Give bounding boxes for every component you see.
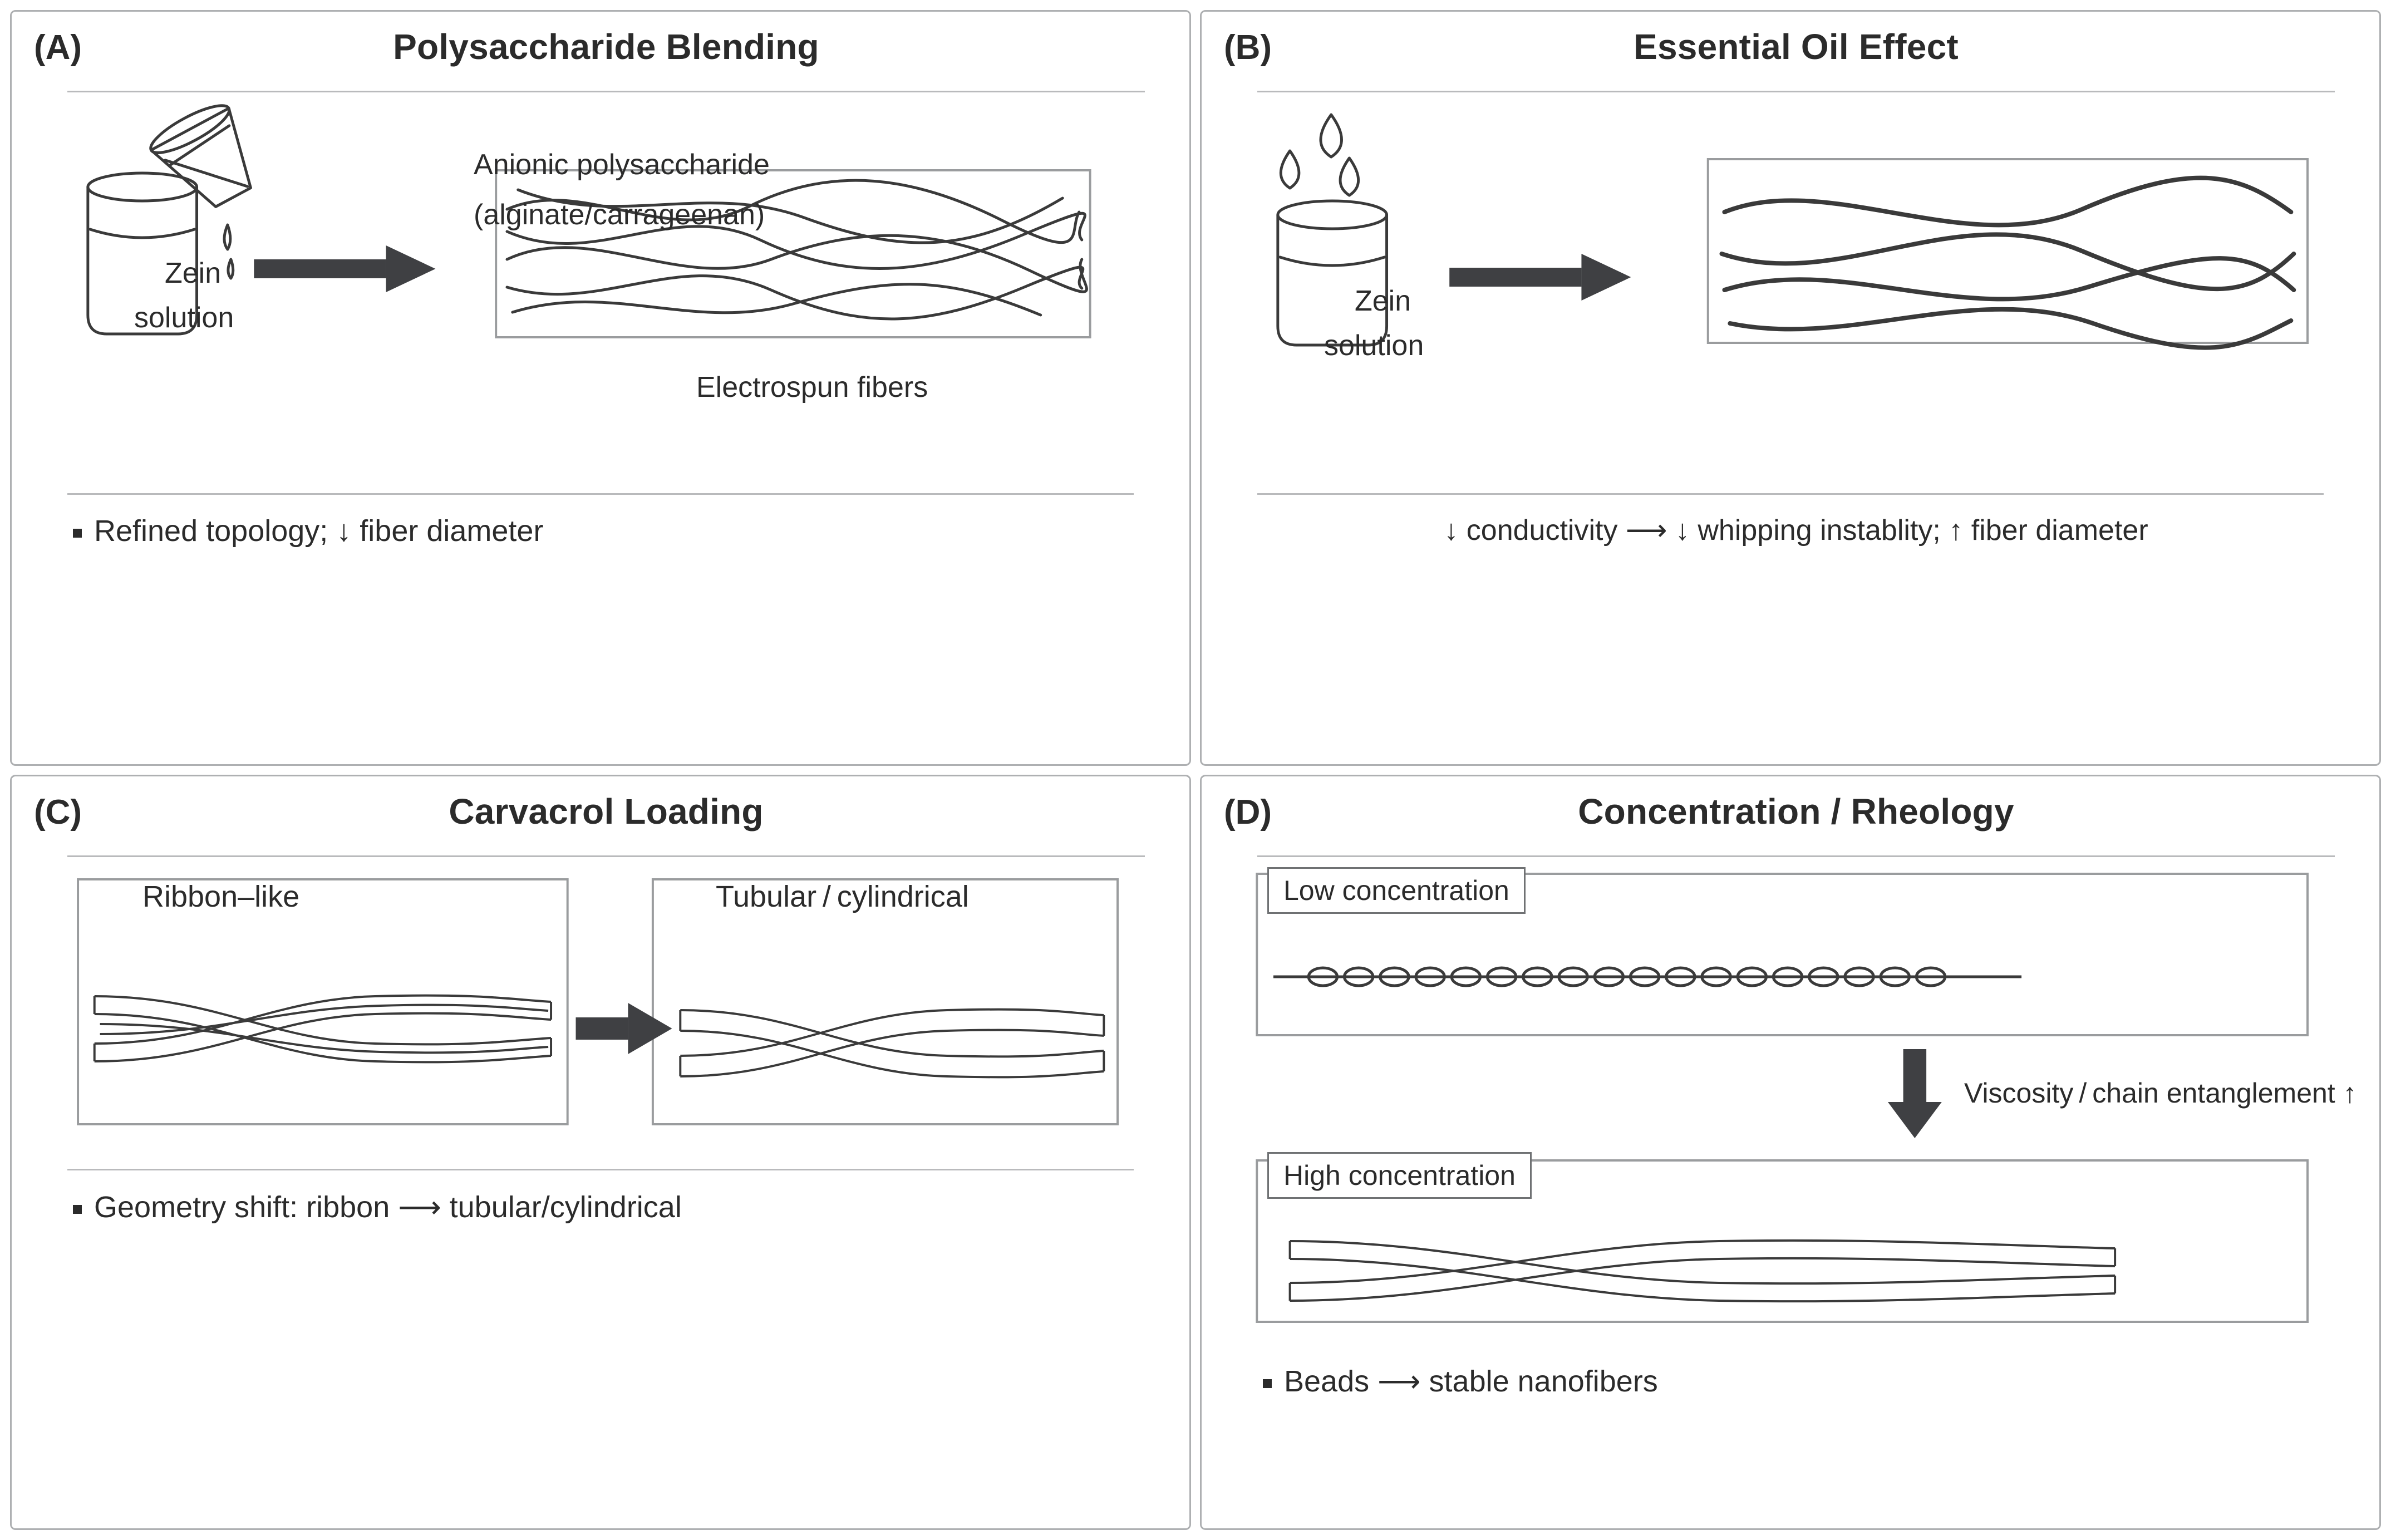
oil-droplet-icon [1321, 115, 1342, 157]
panel-b-letter: (B) [1224, 28, 1272, 67]
panel-a-beaker-label-line2: solution [134, 302, 234, 334]
panel-b-beaker-label-line1: Zein [1355, 285, 1411, 317]
panel-a-beaker-label-line1: Zein [165, 257, 222, 289]
bullet-marker-icon [73, 529, 82, 538]
panel-a-body [34, 92, 1167, 493]
panel-a-bullet [34, 495, 1167, 548]
panel-c [10, 775, 1191, 1531]
panel-b-bullet-text: ↓ conductivity ⟶ ↓ whipping instablity; ↑ fiber diameter [1444, 514, 2148, 547]
panel-b-title: Essential Oil Effect [1634, 27, 1959, 67]
panel-c-bullet [34, 1170, 1167, 1224]
panel-a-fibers-caption: Electrospun fibers [696, 371, 928, 404]
bullet-marker-icon [73, 1205, 82, 1214]
panel-d-body [1224, 857, 2357, 1358]
panel-b-beaker-label-line2: solution [1324, 329, 1424, 362]
panel-d-title: Concentration / Rheology [1578, 791, 2014, 831]
panel-a-pour-label-line2: (alginate/carrageenan) [474, 199, 765, 231]
panel-c-left-box-label: Ribbon–like [142, 879, 300, 913]
panel-d-bullet [1224, 1358, 2357, 1399]
panel-a-pour-label-line1: Anionic polysaccharide [474, 149, 770, 181]
panel-d-header [1224, 791, 2357, 852]
panel-d-letter: (D) [1224, 793, 1272, 831]
panel-d-bullet-text: Beads ⟶ stable nanofibers [1284, 1364, 1658, 1398]
panel-a-bullet-text: Refined topology; ↓ fiber diameter [94, 514, 544, 548]
panel-c-right-box-label: Tubular / cylindrical [716, 879, 969, 913]
panel-b-bullet [1224, 495, 2357, 547]
panel-c-title: Carvacrol Loading [449, 791, 764, 831]
panel-d-arrow-note: Viscosity / chain entanglement ↑ [1964, 1077, 2357, 1109]
panel-c-letter: (C) [34, 793, 82, 831]
panel-c-bullet-text: Geometry shift: ribbon ⟶ tubular/cylindrical [94, 1190, 682, 1224]
panel-c-header [34, 791, 1167, 852]
panel-c-body [34, 857, 1167, 1169]
bullet-marker-icon [1263, 1379, 1272, 1388]
panel-b [1200, 10, 2381, 766]
panel-b-arrow [1449, 254, 1631, 301]
panel-a-header [34, 26, 1167, 87]
panel-a-arrow [254, 245, 435, 292]
panel-d [1200, 775, 2381, 1531]
panel-a-letter: (A) [34, 28, 82, 67]
panel-b-header [1224, 26, 2357, 87]
panel-a [10, 10, 1191, 766]
panel-d-high-concentration-label: High concentration [1267, 1152, 1532, 1199]
panel-b-body [1224, 92, 2357, 493]
panel-a-title: Polysaccharide Blending [393, 27, 819, 67]
panel-d-down-arrow [1888, 1049, 1942, 1138]
panel-d-low-concentration-label: Low concentration [1267, 867, 1526, 914]
